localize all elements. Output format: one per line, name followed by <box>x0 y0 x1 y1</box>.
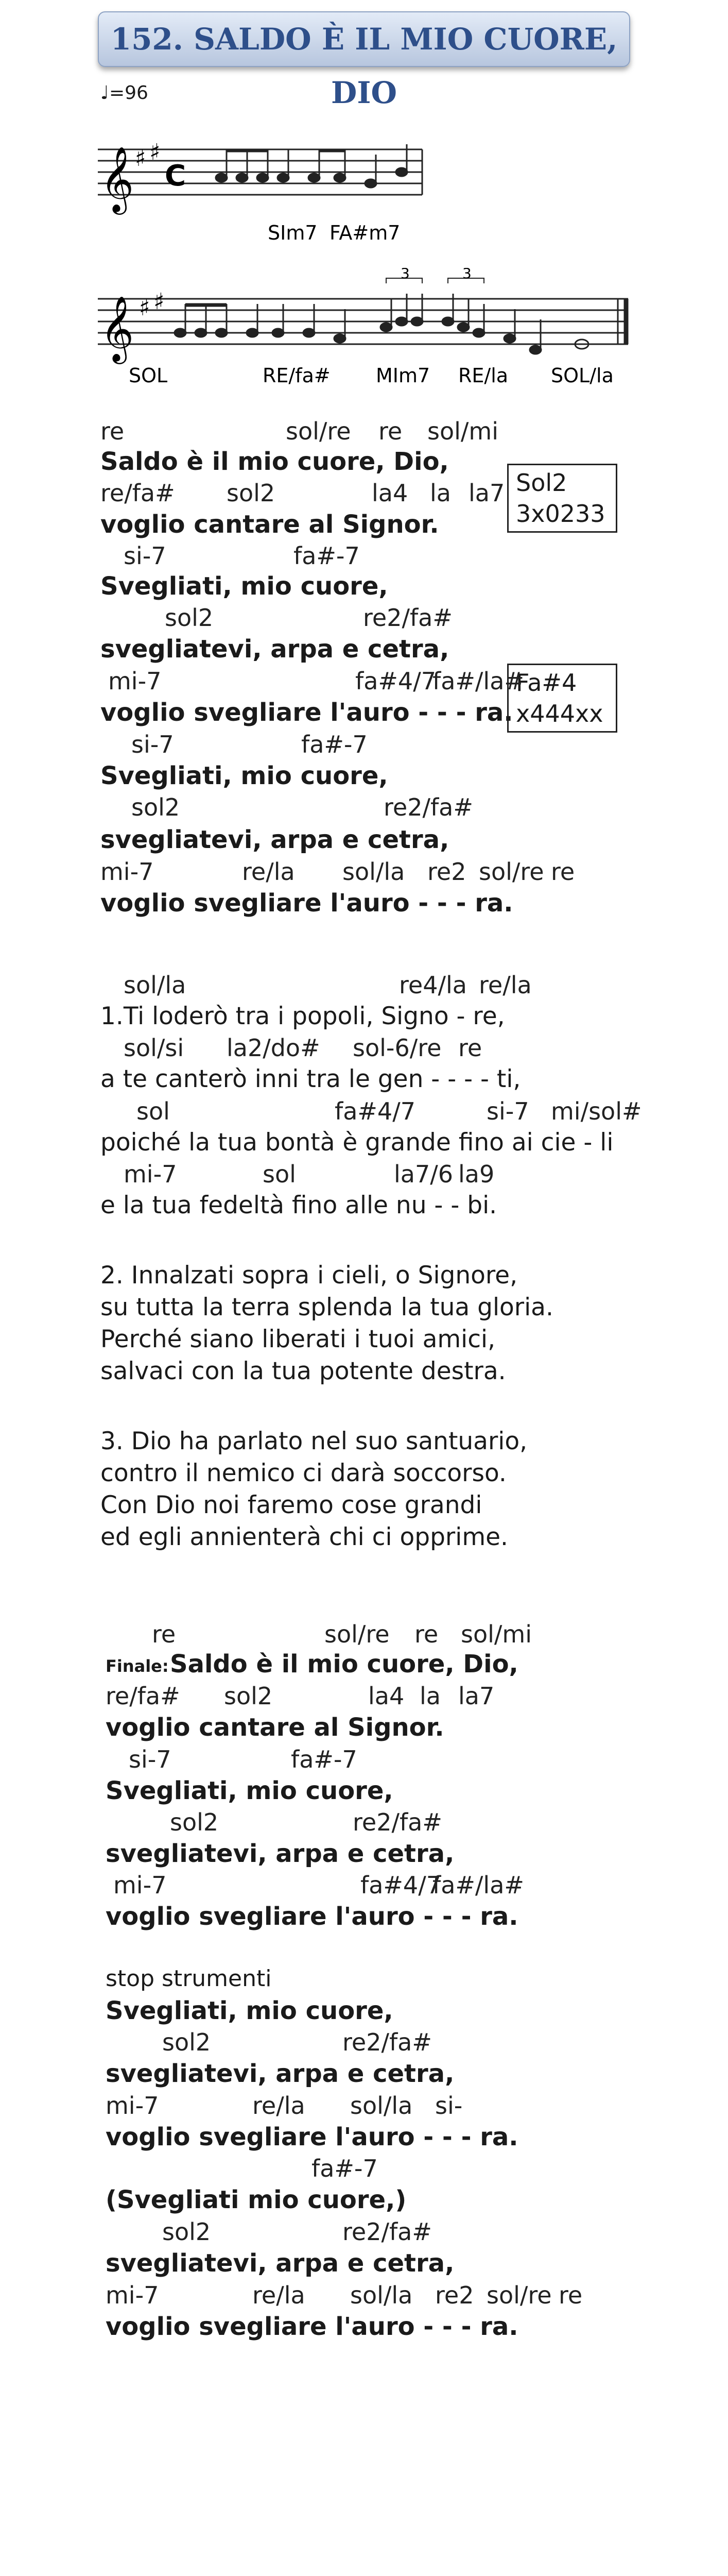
chord-label: sol2 <box>162 2028 211 2056</box>
chord-label: si-7 <box>124 542 166 570</box>
chord-label: fa#4/7 <box>355 667 436 695</box>
staff2-chord-2: RE/fa# <box>263 364 331 387</box>
chord-label: re2/fa# <box>342 2028 432 2056</box>
finale-line: svegliatevi, arpa e cetra, <box>106 2059 455 2088</box>
finale-line: voglio svegliare l'auro - - - ra. <box>106 2123 518 2151</box>
chord-label: la <box>420 1682 441 1710</box>
chord-label: sol2 <box>170 1808 219 1836</box>
chord-label: re2/fa# <box>342 2218 432 2246</box>
chord-label: sol <box>136 1097 170 1125</box>
chord-label: sol2 <box>165 604 214 632</box>
chord-label: fa#/la# <box>432 1871 524 1899</box>
stanza-line: contro il nemico ci darà soccorso. <box>100 1459 507 1487</box>
chord-label: fa#-7 <box>301 731 368 758</box>
chord-label: si-7 <box>129 1745 171 1773</box>
chord-label: re <box>378 417 403 445</box>
finale-line: voglio cantare al Signor. <box>106 1713 444 1742</box>
finale-line: (Svegliati mio cuore,) <box>106 2185 407 2214</box>
treble-clef-icon: 𝄞 <box>100 146 134 212</box>
chord-label: re/la <box>252 2092 305 2120</box>
stanza-line: salvaci con la tua potente destra. <box>100 1357 506 1385</box>
chord-label: fa#-7 <box>291 1745 357 1773</box>
finale-label: Finale: <box>106 1656 169 1676</box>
chord-label: re <box>458 1034 482 1062</box>
stanza-line: 1.Ti loderò tra i popoli, Signo - re, <box>100 1002 505 1030</box>
chord-label: re/la <box>242 858 295 886</box>
chord-label: si- <box>435 2092 463 2120</box>
stanza-line: su tutta la terra splenda la tua gloria. <box>100 1293 553 1321</box>
chord-label: mi-7 <box>108 667 162 695</box>
chord-label: la <box>430 479 451 507</box>
chord-label: re <box>551 858 575 886</box>
chord-label: sol/la <box>350 2281 413 2309</box>
chord-label: re2/fa# <box>384 793 473 821</box>
chord-diagram-box-fa4: Fa#4 x444xx <box>507 664 617 733</box>
chord-diagram-box-sol2: Sol2 3x0233 <box>507 464 617 533</box>
music-staff-1 <box>98 129 427 247</box>
staff2-chord-5: SOL/la <box>551 364 614 387</box>
tempo-marking: ♩=96 <box>100 82 148 104</box>
chord-label: la4 <box>368 1682 405 1710</box>
chord-label: re <box>100 417 125 445</box>
finale-line: svegliatevi, arpa e cetra, <box>106 2249 455 2278</box>
chord-label: re2/fa# <box>363 604 453 632</box>
music-staff-2 <box>98 268 633 392</box>
chorus-line: Saldo è il mio cuore, Dio, <box>100 447 449 476</box>
chorus-line: Svegliati, mio cuore, <box>100 572 388 601</box>
stanza-line: ed egli annienterà chi ci opprime. <box>100 1523 508 1551</box>
chord-label: la7/6 <box>394 1160 453 1188</box>
svg-text:3: 3 <box>462 268 472 282</box>
chord-label: re/la <box>479 971 532 999</box>
finale-line: Svegliati, mio cuore, <box>106 1996 393 2025</box>
chord-label: fa#-7 <box>293 542 360 570</box>
chorus-line: voglio svegliare l'auro - - - ra. <box>100 889 513 918</box>
chord-label: fa#4/7 <box>335 1097 415 1125</box>
chord-label: re2/fa# <box>353 1808 442 1836</box>
chord-label: sol2 <box>227 479 275 507</box>
chord-label: sol/la <box>342 858 405 886</box>
chord-label: re <box>559 2281 583 2309</box>
chord-label: re4/la <box>399 971 467 999</box>
chord-label: fa#-7 <box>311 2155 378 2182</box>
chord-label: sol2 <box>224 1682 273 1710</box>
stop-instruments-note: stop strumenti <box>106 1965 272 1992</box>
stanza-line: 2. Innalzati sopra i cieli, o Signore, <box>100 1261 518 1290</box>
svg-text:3: 3 <box>401 268 410 282</box>
chord-label: mi-7 <box>113 1871 167 1899</box>
staff1-chord-1: SIm7 <box>268 222 318 244</box>
chord-label: re2 <box>427 858 466 886</box>
chord-label: sol <box>263 1160 296 1188</box>
chord-label: re/la <box>252 2281 305 2309</box>
chord-label: sol2 <box>131 793 180 821</box>
chord-label: sol/re <box>324 1620 390 1648</box>
finale-line: Svegliati, mio cuore, <box>106 1776 393 1805</box>
stanza-line: poiché la tua bontà è grande fino ai cie - li <box>100 1128 614 1157</box>
chord-label: sol/la <box>124 971 186 999</box>
chord-label: si-7 <box>487 1097 529 1125</box>
chord-label: sol/la <box>350 2092 413 2120</box>
chord-label: la2/do# <box>227 1034 320 1062</box>
song-title: 152. SALDO È IL MIO CUORE, DIO <box>110 22 618 110</box>
chord-label: sol/re <box>487 2281 552 2309</box>
svg-text:♯: ♯ <box>135 145 146 172</box>
svg-text:♯: ♯ <box>149 139 161 165</box>
chord-label: re/fa# <box>106 1682 180 1710</box>
chord-label: sol/mi <box>427 417 498 445</box>
svg-text:C: C <box>165 159 186 193</box>
chord-label: si-7 <box>131 731 174 758</box>
chord-label: sol/si <box>124 1034 184 1062</box>
chord-label: la7 <box>458 1682 495 1710</box>
stanza-line: Perché siano liberati i tuoi amici, <box>100 1325 496 1353</box>
finale-line: Saldo è il mio cuore, Dio, <box>170 1650 518 1679</box>
chord-label: sol/mi <box>461 1620 532 1648</box>
svg-text:♯: ♯ <box>139 295 150 321</box>
chord-label: mi-7 <box>124 1160 177 1188</box>
stanza-line: 3. Dio ha parlato nel suo santuario, <box>100 1427 528 1455</box>
chord-label: mi-7 <box>106 2281 159 2309</box>
chord-label: sol/re <box>479 858 544 886</box>
svg-text:♯: ♯ <box>153 289 165 315</box>
staff2-chord-1: SOL <box>129 364 168 387</box>
staff2-chord-3: MIm7 <box>376 364 430 387</box>
chord-label: la4 <box>372 479 408 507</box>
chord-label: re <box>414 1620 439 1648</box>
chord-label: sol2 <box>162 2218 211 2246</box>
chord-label: la7 <box>469 479 505 507</box>
chord-label: mi-7 <box>100 858 154 886</box>
finale-line: svegliatevi, arpa e cetra, <box>106 1839 455 1868</box>
chorus-line: svegliatevi, arpa e cetra, <box>100 825 449 854</box>
chorus-line: voglio svegliare l'auro - - - ra. <box>100 698 513 727</box>
chorus-line: Svegliati, mio cuore, <box>100 761 388 790</box>
chorus-line: svegliatevi, arpa e cetra, <box>100 635 449 664</box>
chorus-line: voglio cantare al Signor. <box>100 510 439 539</box>
finale-line: voglio svegliare l'auro - - - ra. <box>106 2312 518 2341</box>
chord-label: sol/re <box>286 417 351 445</box>
chord-label: sol-6/re <box>353 1034 442 1062</box>
chord-label: fa#/la# <box>432 667 524 695</box>
stanza-line: Con Dio noi faremo cose grandi <box>100 1491 482 1519</box>
chord-label: re2 <box>435 2281 474 2309</box>
chord-label: re/fa# <box>100 479 175 507</box>
chord-label: re <box>152 1620 176 1648</box>
treble-clef-icon: 𝄞 <box>100 295 134 361</box>
staff1-chord-2: FA#m7 <box>330 222 401 244</box>
chord-label: la9 <box>458 1160 495 1188</box>
chord-label: mi/sol# <box>551 1097 642 1125</box>
stanza-line: a te canterò inni tra le gen - - - - ti, <box>100 1065 521 1093</box>
stanza-line: e la tua fedeltà fino alle nu - - bi. <box>100 1191 497 1219</box>
finale-line: voglio svegliare l'auro - - - ra. <box>106 1902 518 1931</box>
chord-label: fa#4/7 <box>360 1871 441 1899</box>
chord-label: mi-7 <box>106 2092 159 2120</box>
staff2-chord-4: RE/la <box>458 364 509 387</box>
